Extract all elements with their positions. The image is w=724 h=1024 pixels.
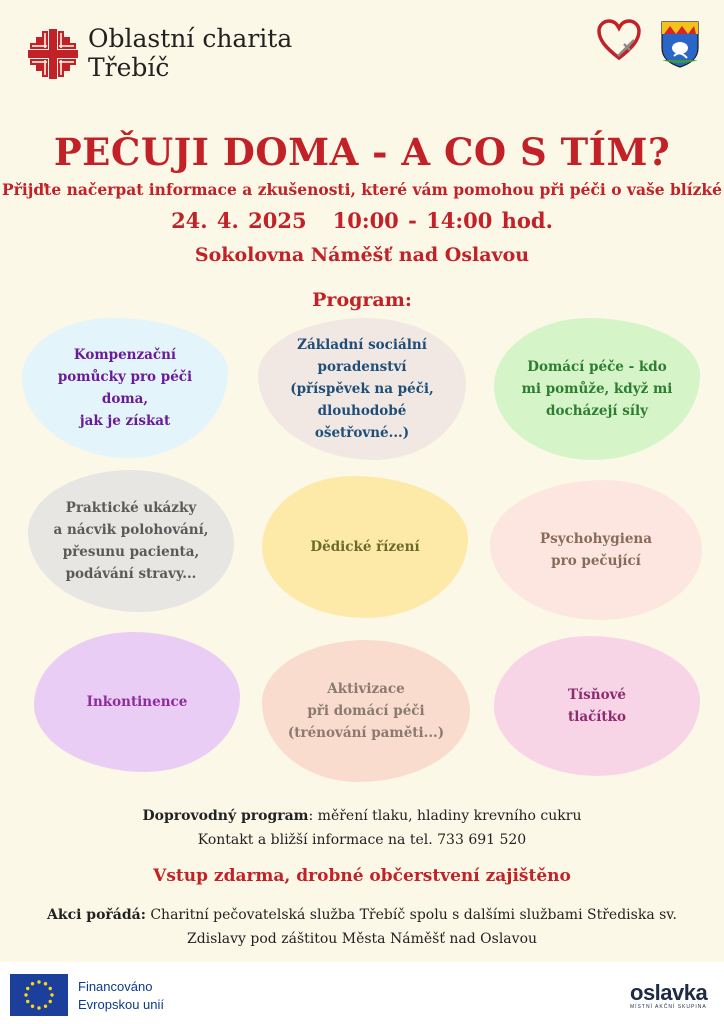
program-item xyxy=(494,318,700,460)
eu-line-1: Financováno xyxy=(78,979,153,994)
program-item xyxy=(262,640,470,782)
event-title: PEČUJI DOMA - A CO S TÍM? xyxy=(53,130,671,174)
organizer-info xyxy=(0,903,724,951)
program-item-text: Domácí péče - kdo mi pomůže, když mi docházejí síly xyxy=(521,359,673,419)
eu-funding-text xyxy=(78,978,164,1014)
partner-name: oslavka xyxy=(630,980,708,1005)
event-subtitle: Přijďte načerpat informace a zkušenosti, které vám pomohou při péči o vaše blízké xyxy=(2,180,722,199)
accompanying-text: : měření tlaku, hladiny krevního cukru xyxy=(308,808,582,824)
eu-line-2: Evropskou unií xyxy=(78,997,164,1012)
program-item xyxy=(490,480,702,620)
organization-name: Oblastní charita Třebíč xyxy=(88,24,293,82)
program-item-text: Praktické ukázky a nácvik polohování, přesunu pacienta, podávání stravy... xyxy=(53,500,209,582)
accompanying-label: Doprovodný program xyxy=(142,808,309,824)
program-item-text: Psychohygiena pro pečující xyxy=(539,531,652,569)
entry-note: Vstup zdarma, drobné občerstvení zajištěno xyxy=(153,866,571,886)
event-date: 24. 4. 2025 xyxy=(171,208,307,233)
program-item-text: Dědické řízení xyxy=(310,539,420,555)
event-datetime xyxy=(0,208,724,233)
coat-of-arms-icon xyxy=(660,20,700,68)
program-item xyxy=(22,318,228,458)
event-time: 10:00 - 14:00 hod. xyxy=(332,208,553,233)
event-venue: Sokolovna Náměšť nad Oslavou xyxy=(194,244,530,266)
program-item xyxy=(28,470,234,612)
program-heading: Program: xyxy=(312,289,412,311)
program-item-text: Základní sociální poradenství (příspěvek na péči, dlouhodobé ošetřovné...) xyxy=(290,337,434,441)
program-item-text: Kompenzační pomůcky pro péči doma, jak je získat xyxy=(57,347,193,429)
program-item-text: Tísňové tlačítko xyxy=(567,687,627,725)
program-item xyxy=(258,318,466,460)
partner-subtitle: MÍSTNÍ AKČNÍ SKUPINA xyxy=(630,1004,707,1010)
program-item-text: Aktivizace při domácí péči (trénování paměti...) xyxy=(287,681,445,741)
program-item xyxy=(34,632,240,772)
eu-flag-icon xyxy=(10,974,68,1016)
partner-logo xyxy=(630,980,707,1010)
accompanying-program xyxy=(0,808,724,824)
organizer-text: Charitní pečovatelská služba Třebíč spolu s dalšími službami Střediska sv. Zdislavy pod záštitou Města Náměšť nad Oslavou xyxy=(145,907,677,947)
program-item-text: Inkontinence xyxy=(86,694,188,710)
heart-cross-icon xyxy=(596,18,642,64)
organizer-label: Akci pořádá: xyxy=(47,907,146,923)
program-item xyxy=(262,476,468,618)
contact-info: Kontakt a bližší informace na tel. 733 691 520 xyxy=(197,832,527,848)
charity-cross-icon xyxy=(26,27,80,81)
program-item xyxy=(494,636,700,776)
